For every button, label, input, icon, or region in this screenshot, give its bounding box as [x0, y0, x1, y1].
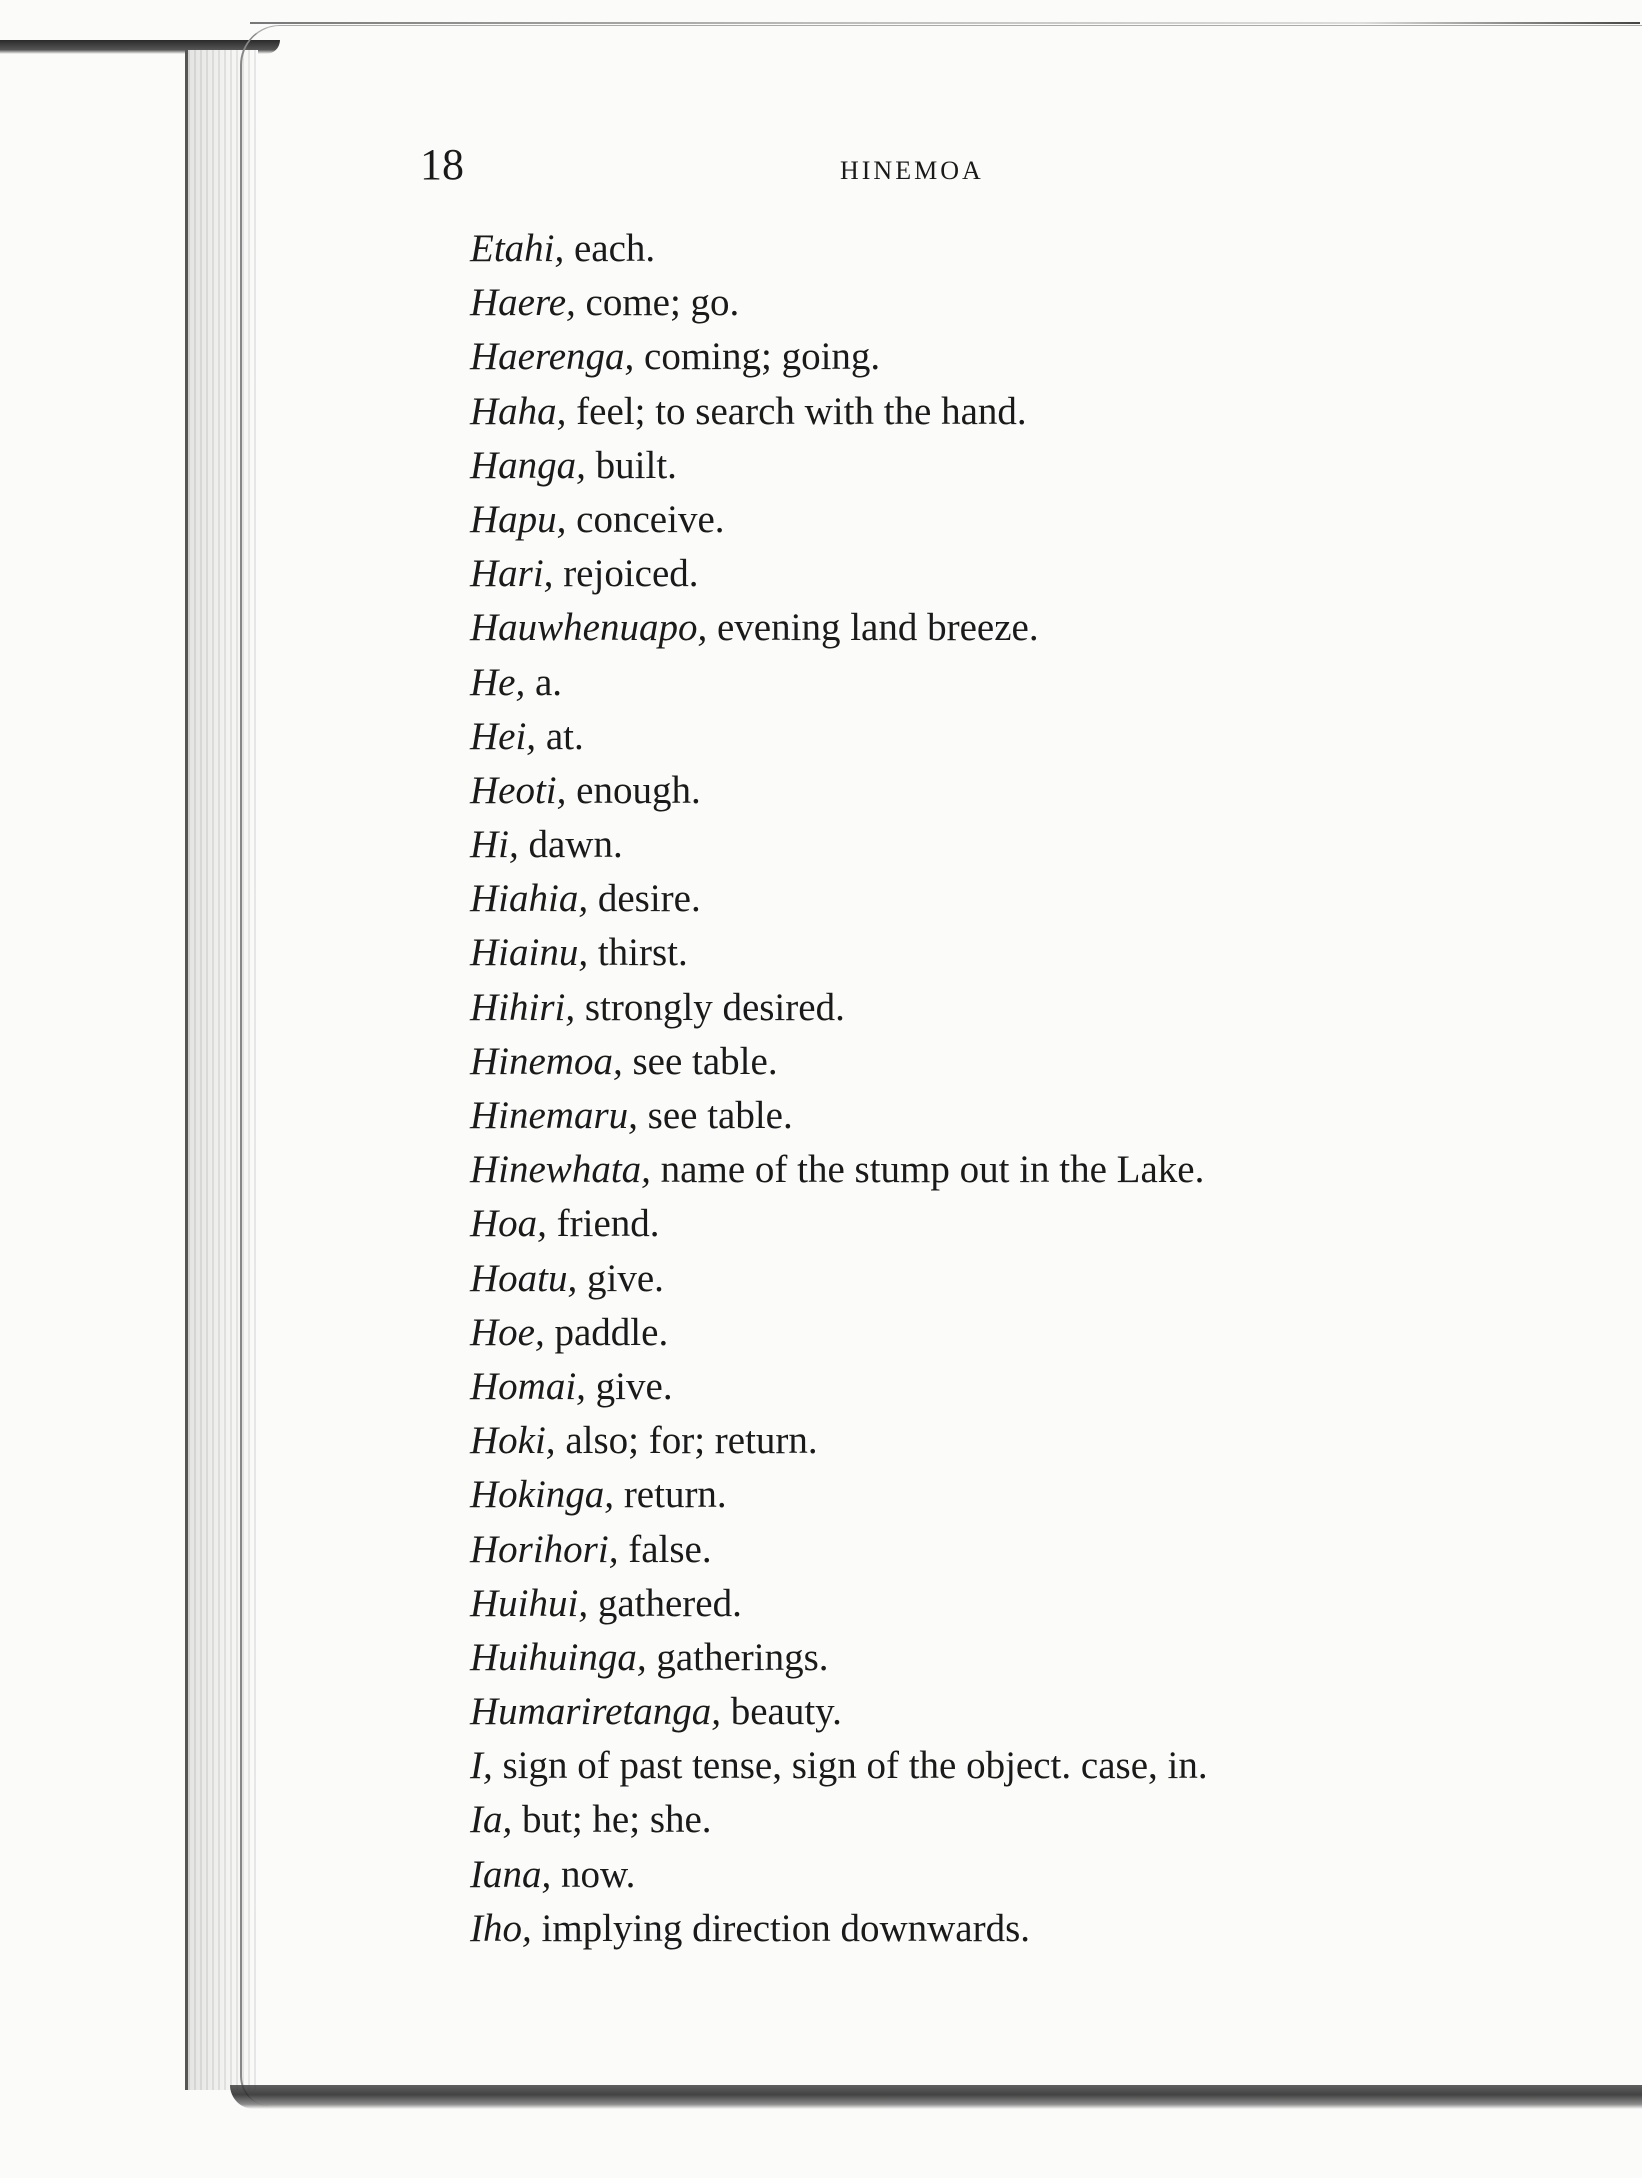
- glossary-entry: [470, 1577, 1570, 1631]
- entry-definition: now.: [561, 1852, 636, 1896]
- entry-definition: but; he; she.: [522, 1798, 712, 1842]
- entry-definition: false.: [628, 1527, 712, 1571]
- glossary-entry: [470, 1143, 1570, 1197]
- entry-headword: Hauwhenuapo,: [470, 606, 708, 650]
- entry-definition: see table.: [647, 1094, 793, 1137]
- glossary-entry: [470, 1306, 1570, 1360]
- glossary-entry: [470, 222, 1570, 276]
- glossary-entry: [470, 1360, 1570, 1414]
- entry-definition: sign of past tense, sign of the object. case, in.: [502, 1744, 1208, 1788]
- entry-definition: coming; going.: [644, 335, 881, 379]
- entry-headword: Hihiri,: [470, 985, 576, 1029]
- entry-headword: Hoa,: [470, 1202, 547, 1246]
- glossary-entry: [470, 493, 1570, 547]
- glossary-entry: [470, 710, 1570, 764]
- page-top-edge-line: [250, 22, 1640, 24]
- entry-definition: paddle.: [554, 1310, 669, 1354]
- entry-definition: friend.: [556, 1202, 660, 1246]
- entry-headword: Homai,: [470, 1364, 586, 1408]
- glossary-entry: [470, 1902, 1570, 1956]
- glossary-entry: [470, 1523, 1570, 1577]
- entry-headword: Hi,: [470, 823, 519, 867]
- entry-definition: thirst.: [597, 931, 688, 975]
- entry-headword: Hoe,: [470, 1310, 545, 1354]
- entry-definition: conceive.: [576, 497, 725, 541]
- entry-definition: at.: [545, 714, 584, 758]
- entry-headword: Hinemaru,: [470, 1094, 638, 1137]
- page-number: 18: [420, 140, 464, 189]
- entry-definition: return.: [623, 1473, 727, 1517]
- glossary-entry: [470, 1685, 1570, 1739]
- entry-headword: Humariretanga,: [470, 1690, 721, 1734]
- entry-headword: Etahi,: [470, 227, 565, 270]
- glossary-entry: [470, 1252, 1570, 1306]
- entry-definition: give.: [587, 1256, 664, 1300]
- entry-headword: Hinemoa,: [470, 1039, 623, 1083]
- entry-definition: implying direction downwards.: [541, 1906, 1031, 1950]
- running-title: HINEMOA: [840, 156, 984, 185]
- glossary-entry: [470, 601, 1570, 655]
- glossary-entry: [470, 330, 1570, 384]
- glossary-entry: [470, 385, 1570, 439]
- glossary-entry: [470, 1848, 1570, 1902]
- entry-headword: Hoki,: [470, 1419, 556, 1463]
- entry-definition: feel; to search with the hand.: [576, 389, 1027, 433]
- entry-definition: built.: [595, 443, 677, 487]
- entry-headword: I,: [470, 1744, 493, 1788]
- entry-headword: Heoti,: [470, 768, 567, 812]
- glossary-entry: [470, 656, 1570, 710]
- entry-definition: enough.: [576, 768, 701, 812]
- glossary-entry: [470, 1035, 1570, 1089]
- glossary-entry: [470, 276, 1570, 330]
- entry-definition: beauty.: [730, 1690, 842, 1734]
- glossary-entry: [470, 547, 1570, 601]
- glossary-entry: [470, 1414, 1570, 1468]
- entry-headword: Ia,: [470, 1798, 513, 1842]
- entry-definition: gathered.: [597, 1581, 742, 1625]
- entry-headword: Horihori,: [470, 1527, 619, 1571]
- entry-headword: Hiainu,: [470, 931, 589, 975]
- entry-headword: Hinewhata,: [470, 1148, 651, 1192]
- glossary-entry: [470, 926, 1570, 980]
- glossary-entry: [470, 1197, 1570, 1251]
- entry-headword: Hari,: [470, 552, 554, 596]
- entry-definition: come; go.: [585, 281, 740, 325]
- entry-definition: each.: [574, 227, 656, 270]
- glossary-entry: [470, 1631, 1570, 1685]
- entry-headword: He,: [470, 660, 526, 704]
- entry-headword: Huihui,: [470, 1581, 589, 1625]
- entry-headword: Iana,: [470, 1852, 552, 1896]
- glossary-entry: [470, 1468, 1570, 1522]
- page-header: [420, 140, 1420, 200]
- entry-definition: name of the stump out in the Lake.: [660, 1148, 1205, 1192]
- glossary-entry: [470, 981, 1570, 1035]
- entry-headword: Hoatu,: [470, 1256, 578, 1300]
- page-bottom-edge-shadow: [230, 2085, 1642, 2109]
- entry-definition: give.: [595, 1364, 673, 1408]
- glossary-entry: [470, 439, 1570, 493]
- entry-headword: Hiahia,: [470, 877, 589, 921]
- glossary-entry: [470, 872, 1570, 926]
- entry-headword: Huihuinga,: [470, 1635, 647, 1679]
- entry-definition: see table.: [632, 1039, 778, 1083]
- entry-headword: Haere,: [470, 281, 576, 325]
- entry-headword: Hanga,: [470, 443, 586, 487]
- entry-definition: desire.: [597, 877, 701, 921]
- glossary-entry: [470, 1739, 1570, 1793]
- glossary-entry: [470, 818, 1570, 872]
- entry-definition: evening land breeze.: [717, 606, 1039, 650]
- entry-headword: Haha,: [470, 389, 567, 433]
- entry-definition: dawn.: [528, 823, 623, 867]
- entry-definition: also; for; return.: [565, 1419, 818, 1463]
- entry-headword: Iho,: [470, 1906, 532, 1950]
- entry-headword: Hokinga,: [470, 1473, 615, 1517]
- glossary-entry: [470, 764, 1570, 818]
- entry-definition: strongly desired.: [584, 985, 845, 1029]
- glossary-entry: [470, 1089, 1570, 1143]
- entry-headword: Hei,: [470, 714, 537, 758]
- entry-definition: rejoiced.: [563, 552, 699, 596]
- entry-definition: gatherings.: [656, 1635, 829, 1679]
- entry-definition: a.: [534, 660, 563, 704]
- glossary-list: [470, 222, 1570, 1956]
- entry-headword: Hapu,: [470, 497, 567, 541]
- glossary-entry: [470, 1793, 1570, 1847]
- entry-headword: Haerenga,: [470, 335, 635, 379]
